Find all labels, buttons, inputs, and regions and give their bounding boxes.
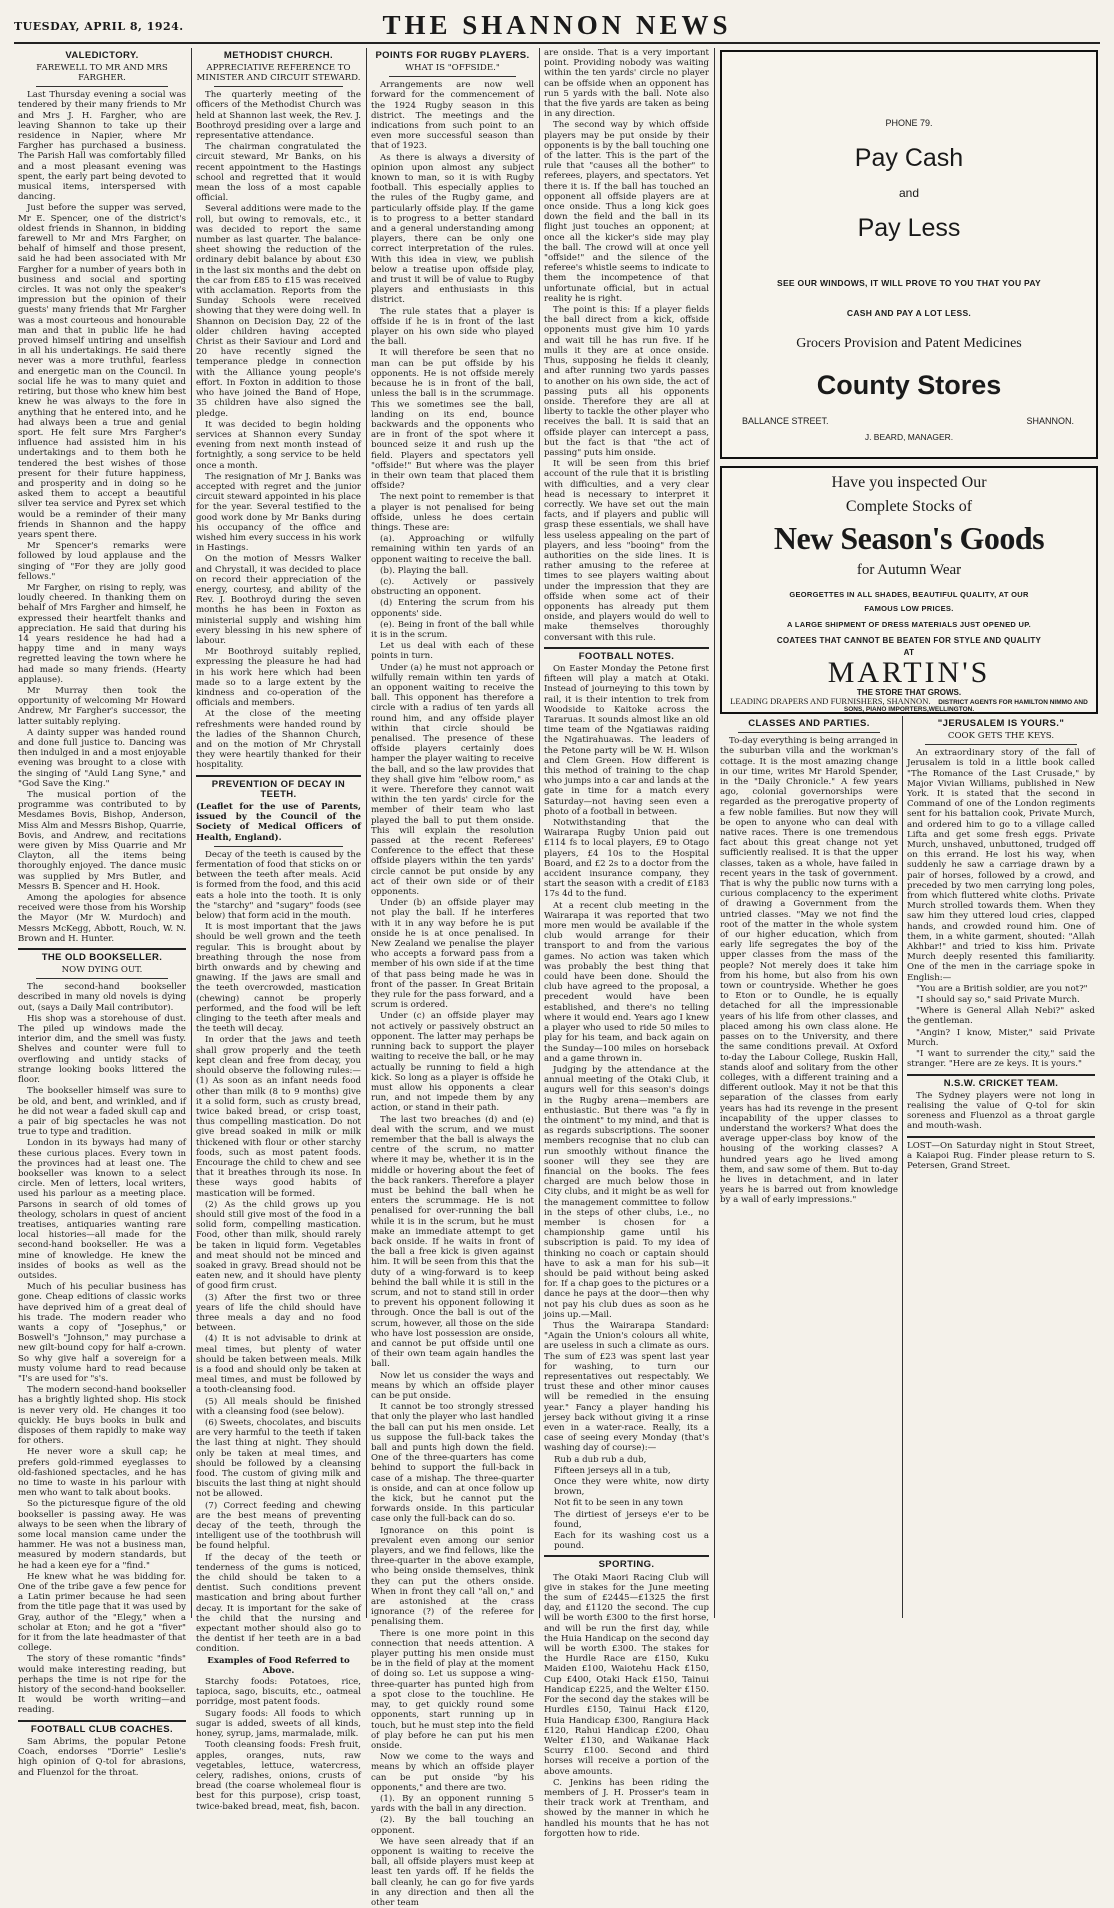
paragraph: Starchy foods: Potatoes, rice, tapioca, sago, biscuits, etc., oatmeal porridge, most patent foods. <box>196 1677 361 1708</box>
paragraph: Mr Fargher, on rising to reply, was loudly cheered. In thanking them on behalf of Mrs Fargher and himself, he expressed their heartfelt thanks and appreciation. He said that during his 14 years residence he had had a happy time and in many ways regretted leaving the town where he had made so many friends. (Hearty applause). <box>18 582 186 685</box>
phone-number: PHONE 79. <box>885 118 933 128</box>
paragraph: Judging by the attendance at the annual meeting of the Otaki Club, it augurs well for this season's doings in the Rugby arena—members are enthusiastic. But there was "a fly in the ointment" to my mind, and that is as regards subscriptions. The sooner members recognise that no club can run smoothly without finance the sooner will they see they are financial on the books. The fees charged are much below those in City clubs, and it might be as well for the management committee to follow in the steps of other clubs, i.e., no member is chosen for a championship game until his subscription is paid. To my idea of thinking no coach or captain should have to ask a man for his sub—it should be paid without being asked for. If a chap goes to the pictures or a dance he pays at the door—then why not pay his club dues as soon as he joins up.—Mail. <box>544 1064 709 1320</box>
lost-notice: LOST—On Saturday night in Stout Street, a Kaiapoi Rug. Finder please return to S. Petersen, Grand Street. <box>907 1140 1095 1171</box>
paragraph: (5) All meals should be finished with a cleansing food (see below). <box>196 1396 361 1417</box>
paragraph: The modern second-hand bookseller has a brightly lighted shop. His stock is never very old. He changes it too quickly. He buys books in bulk and disposes of them rapidly to make way for others. <box>18 1385 186 1447</box>
county-stores-name: County Stores <box>816 370 1002 400</box>
paragraph: The next point to remember is that a player is not penalised for being offside, unless he does certain things. These are: <box>371 492 534 533</box>
paragraph: Just before the supper was served, Mr E. Spencer, one of the district's oldest friends in Shannon, in bidding farewell to Mr and Mrs Fargher, on behalf of himself and those present, said he had been associated with Mr Fargher for a number of years both in business and social and sporting circles. It was not only the speaker's impression but the opinion of their guests' many friends that Mr Fargher was a most courteous and honourable man and that in public life he had proved himself untiring and unselfish in all his undertakings. He said there never was a more truthful, fearless and energetic man on the Council. In social life he was to many quiet and retiring, but those who knew him best knew he was always to the fore in anything that he entered into, and he had always been a true and genial sport. He felt sure Mrs Fargher's influence had assisted him in his undertakings and to them both he tendered the best wishes of those present for their future happiness, and prosperity and in doing so he asked them to accept a beautiful silver tea service and Pyrex set which would be a reminder of their many friends in Shannon and the happy years spent there. <box>18 203 186 540</box>
decay-article <box>196 780 361 1812</box>
paragraph: So the picturesque figure of the old bookseller is passing away. He was always to be seen when the library of some local mansion came under the hammer. He was not a business man, measured by modern standards, but he had a keen eye for a "find." <box>18 1499 186 1571</box>
column-4 <box>544 48 709 1839</box>
paragraph: (1). By an opponent running 5 yards with the ball in any direction. <box>371 1793 534 1815</box>
paragraph: are onside. That is a very important point. Providing nobody was waiting within the ten yards' circle no player can be offside when an opponent has run 5 yards with the ball. Note also that the five yards are taken as being in any direction. <box>544 48 709 120</box>
classes-article <box>720 719 898 1206</box>
paragraph: The last two breaches (d) and (e) deal with the scrum, and we must remember that the ball is always the centre of the scrum, no matter where it may be, whether it is in the middle or hovering about the feet of the back rankers. Therefore a player must be behind the ball when he enters the scrummage. He is not penalised for over-running the ball while it is in the scrum, but he must make an immediate attempt to get back onside. If he waits in front of the ball a free kick is given against him. It will be seen from this that the duty of a wing-forward is to keep behind the ball while it is still in the scrum, and not to stand still in order to prevent his opponent following it through. Once the ball is out of the scrum, however, all those on the side who have lost possession are onside, and cannot be put offside until one of their own team again handles the ball. <box>371 1114 534 1370</box>
paragraph: At a recent club meeting in the Wairarapa it was reported that two more men would be available if the club would arrange for their transport to and from the various games. No action was taken which was probably the best thing that could have been done. Should the club have agreed to the proposal, a precedent would have been established, and there's no telling where it would end. Years ago I knew a player who used to ride 50 miles to play for his team, and back again on the Sunday—100 miles on horseback and a game thrown in. <box>544 900 709 1064</box>
column-rule <box>539 48 540 1618</box>
paragraph: Under (b) an offside player may not play the ball. If he interferes with it in any way before he is put onside he is at once penalised. In New Zealand we penalise the player who accepts a forward pass from a member of his own side if at the time of that pass being made he was in front of the passer. In Great Britain they rule for the pass forward, and a scrum is ordered. <box>371 898 534 1011</box>
paragraph: Let us deal with each of these points in turn. <box>371 641 534 662</box>
paragraph: As there is always a diversity of opinion upon almost any subject known to man, so it is with Rugby football. This especially applies to the rules of the Rugby game, and particularly offside play. If the game is to progress to a better standard and a general understanding among players, there can be only one correct interpretation of the rules. With this idea in view, we publish below a treatise upon offside play, and trust it will be of value to Rugby players and enthusiasts in this district. <box>371 152 534 306</box>
paragraph: "Angin? I know, Mister," said Private Murch. <box>907 1027 1095 1048</box>
paragraph: Among the apologies for absence received were those from his Worship the Mayor (Mr W. Murdoch) and Messrs McKegg, Abbott, Rouch, W. N. Brown and H. Hunter. <box>18 893 186 944</box>
paragraph: Sugary foods: All foods to which sugar is added, sweets of all kinds, honey, syrup, jams, marmalade, milk. <box>196 1708 361 1740</box>
column-6 <box>907 716 1095 1616</box>
article-heading: THE OLD BOOKSELLER. <box>41 952 163 964</box>
paragraph: It is most important that the jaws should be well grown and the teeth regular. This is brought about by breathing through the nose from birth onwards and by chewing and gnawing. If the jaws are small and the teeth overcrowded, mastication (chewing) cannot be properly performed, and the food will be left clinging to the teeth after meals and the teeth will decay. <box>196 922 361 1035</box>
paragraph: It will therefore be seen that no man can be put offside by his opponents. He is not offside merely because he is in front of the ball, unless the ball is in the scrummage. This we sometimes see the ball, landing on its end, bounce backwards and the opponents who are in front of the spot where it bounced seize it and rush up the field. Players and spectators yell "offside!" But where was the player in their own team that placed them offside? <box>371 348 534 492</box>
windows-text: SEE OUR WINDOWS, IT WILL PROVE TO YOU THAT YOU PAY <box>776 278 1042 288</box>
paragraph: Under (a) he must not approach or wilfully remain within ten yards of an opponent waiting to receive the ball. This opponent has therefore a circle with a radius of ten yards all round him, and any offside player within that circle should be penalised. The presence of these offside players certainly does hamper the player waiting to receive the ball, and so the law provides that they shall give him "elbow room," as it were. Therefore they cannot wait within the ten yards' circle for the member of their team who last played the ball to put them onside. This will explain the resolution passed at the recent Referees' Conference to the effect that these offside players within the ten yards' circle cannot be put onside by any act of their own side or of their opponents. <box>371 662 534 898</box>
paragraph: Tooth cleansing foods: Fresh fruit, apples, oranges, nuts, raw vegetables, lettuce, watercress, celery, radishes, onions, crusts of bread (the coarse wholemeal flour is best for this purpose), crisp toast, twice-baked bread, meat, fish, bacon. <box>196 1740 361 1812</box>
paragraph: To-day everything is being arranged in the suburban villa and the workman's cottage. It is the most amazing change in our time, writes Mr Harold Spender, in the "Daily Chronicle." A few years ago, colonial governorships were regarded as the prerogative property of a few noble families. But now they will be open to anyone who can deal with native races. There is one tremendous fact about this great change not yet sufficiently realised. It is that the upper classes, taken as a whole, have failed in recent years in the task of government. That is why the public now turns with a curious complacency to the experiment of drawing a Government from the untried classes. "May we not find the root of the matter in the whole system of our higher education, which from early life segregates the boy of the upper classes from the mass of the people? Not merely does it take him from his home, but also from his own town or countryside. Whether he goes to Eton or to Oundle, he is equally detached for all the impressionable years of his life from other classes, and placed among his own class alone. He passes on to the University, and there the same conditions prevail. At Oxford to-day the Labour College, Ruskin Hall, stands aloof and solitary from the other colleges, with a different training and a different outlook. May it not be that this separation of the classes from early years has had its revenge in the present incapability of the upper classes to understand the workers? What does the average upper-class boy know of the housing of the working classes? A hundred years ago he lived among them, and saw some of them. But to-day he lives in detachment, and in later years he is barred out from knowledge by a wall of early impressions." <box>720 736 898 1206</box>
paragraph: The quarterly meeting of the officers of the Methodist Church was held at Shannon last week, the Rev. J. Boothroyd presiding over a large and representative attendance. <box>196 90 361 142</box>
paragraph: (2) As the child grows up you should still give most of the food in a solid form, compelling mastication. Food, other than milk, should rarely be taken in liquid form. Vegetables and meat should not be minced and soaked in gravy. Bread should not be eaten new, and it should have plenty of good firm crust. <box>196 1199 361 1292</box>
new-season-text: New Season's Goods <box>773 520 1045 556</box>
paragraph: Under (c) an offside player may not actively or passively obstruct an opponent. The latter may perhaps be running back to support the player waiting to receive the ball, or he may actually be running to field a high kick. So long as a player is offside he must allow his opponents a clear run, and not impede them by any action, or stand in their path. <box>371 1011 534 1114</box>
football-notes-article <box>544 652 709 1552</box>
column-rule <box>366 48 367 1618</box>
paragraph: The resignation of Mr J. Banks was accepted with regret and the junior circuit steward appointed in his place for the year. Several testified to the good work done by Mr Banks during his occupancy of the office and wished him every success in his work in Hastings. <box>196 471 361 554</box>
georgettes-text: GEORGETTES IN ALL SHADES, BEAUTIFUL QUALITY, AT OUR <box>789 590 1029 599</box>
pay-cash-text: Pay Cash <box>854 144 964 172</box>
examples-heading: Examples of Food Referred to Above. <box>207 1655 350 1676</box>
paragraph: Sam Abrims, the popular Petone Coach, endorses "Dorrie" Leslie's high opinion of Q-tol for abrasions, and Fluenzol for the throat. <box>18 1736 186 1778</box>
bookseller-article <box>18 953 186 1716</box>
paragraph: (4) It is not advisable to drink at meal times, but plenty of water should be taken between meals. Milk is a food and should only be taken at meal times, and must be followed by a tooth-cleansing food. <box>196 1334 361 1396</box>
article-heading: CLASSES AND PARTIES. <box>748 718 870 729</box>
masthead <box>14 8 1100 44</box>
paragraph: He never wore a skull cap; he prefers gold-rimmed eyeglasses to old-fashioned spectacles, and he has no time to waste in his parlour with men who want to talk about books. <box>18 1447 186 1499</box>
verse-line: Once they were white, now dirty brown, <box>554 1477 709 1498</box>
article-heading: FOOTBALL CLUB COACHES. <box>30 1723 174 1735</box>
column-rule <box>714 48 715 1618</box>
column-2 <box>196 48 361 1812</box>
cash-pay-less-text: CASH AND PAY A LOT LESS. <box>846 308 972 318</box>
tagline-text: THE STORE THAT GROWS. <box>856 688 962 697</box>
column-rule <box>902 716 903 1618</box>
article-heading: N.S.W. CRICKET TEAM. <box>943 1077 1059 1089</box>
coatees-text: COATEES THAT CANNOT BE BEATEN FOR STYLE AND QUALITY <box>776 636 1042 645</box>
column-1 <box>18 48 186 1778</box>
martins-name: MARTIN'S <box>827 656 991 689</box>
paragraph: (e). Being in front of the ball while it is in the scrum. <box>371 619 534 640</box>
article-intro: (Leaflet for the use of Parents, issued by the Council of the Society of Medical Officers of Health, England). <box>196 802 361 843</box>
shipment-text: A LARGE SHIPMENT OF DRESS MATERIALS JUST OPENED UP. <box>787 620 1031 629</box>
paragraph: Arrangements are now well forward for the commencement of the 1924 Rugby season in this district. The meetings and the indications from such point to an even more successful season than that of 1923. <box>371 80 534 152</box>
paragraph: (b). Playing the ball. <box>380 565 469 576</box>
article-subheading: FAREWELL TO MR AND MRS FARGHER. <box>36 63 168 84</box>
valedictory-article <box>18 51 186 944</box>
article-subheading: NOW DYING OUT. <box>61 965 143 976</box>
inspect-text: Have you inspected Our <box>831 474 987 491</box>
paragraph: (2). By the ball touching an opponent. <box>371 1815 534 1836</box>
at-text: AT <box>903 648 915 657</box>
paragraph: The bookseller himself was sure to be old, and bent, and wrinkled, and if he did not wear a faded skull cap and a pair of big spectacles he was not true to type and tradition. <box>18 1086 186 1138</box>
rugby-continued <box>544 48 709 643</box>
paragraph: An extraordinary story of the fall of Jerusalem is told in a little book called "The Romance of the Last Crusade," by Major Vivian Williams, published in New York. It is stated that the second in Command of one of the London regiments sent for his battalion cook, Private Murch, and ordered him to go to a village called Lifta and get some fresh eggs. Private Murch, unshaved, unbuttoned, trudged off on this errand. He lost his way, when suddenly he saw a carriage drawn by a pair of horses, followed by a crowd, and preceded by two men carrying long poles, from which fluttered white cloths. Private Murch strolled towards them. When they saw him they uttered loud cries, clapped hands, and crowded round him. One of them, in a white garment, shouted: "Allah Akhbar!" and tried to kiss him. Private Murch deeply resented this familiarity. One of the men in the carriage spoke in English:— <box>907 748 1095 983</box>
paragraph: The Sydney players were not long in realising the value of Q-tol for skin soreness and Fluenzol as a throat gargle and mouth-wash. <box>907 1090 1095 1132</box>
paragraph: It cannot be too strongly stressed that only the player who last handled the ball can put his men onside. Let us suppose the full-back takes the ball and punts high down the field. One of the three-quarters has come behind to support the full-back in case of a mishap. The three-quarter is onside, and can at once follow up the kick, but he cannot put the forwards onside. In this particular case only the full-back can do so. <box>371 1402 534 1525</box>
paragraph: Last Thursday evening a social was tendered by their many friends to Mr and Mrs J. H. Fargher, who are leaving Shannon to take up their residence in Napier, where Mr Fargher has purchased a business. The Parish Hall was comfortably filled and a most pleasant evening was spent, the early part being devoted to musical items, interspersed with dancing. <box>18 90 186 203</box>
paragraph: (c). Actively or passively obstructing an opponent. <box>371 576 534 598</box>
paragraph: (3) After the first two or three years of life the child should have three meals a day and no food between. <box>196 1292 361 1334</box>
article-subheading: APPRECIATIVE REFERENCE TO MINISTER AND CIRCUIT STEWARD. <box>196 63 361 84</box>
paragraph: "I should say so," said Private Murch. <box>916 995 1080 1006</box>
verse-line: Each for its washing cost us a pound. <box>554 1531 709 1552</box>
verse-line: Not fit to be seen in any town <box>554 1498 684 1509</box>
paragraph: "I want to surrender the city," said the stranger. "Here are ze keys. It is yours." <box>907 1049 1095 1070</box>
paragraph: We have seen already that if an opponent is waiting to receive the ball, all offside players must keep at least ten yards off. If he fields the ball cleanly, he can go for five yards in any direction and then all the other team <box>371 1836 534 1908</box>
paragraph: (d) Entering the scrum from his opponents' side. <box>371 598 534 619</box>
paragraph: On the motion of Messrs Walker and Chrystall, it was decided to place on record their appreciation of the energy, courtesy, and ability of the Rev. J. Boothroyd during the seven months he has been in Foxton as ministerial supply and wishing him every blessing in his new sphere of labour. <box>196 554 361 646</box>
paragraph: "You are a British soldier, are you not?" <box>916 983 1088 994</box>
paragraph: Now let us consider the ways and means by which an offside player can be put onside. <box>371 1370 534 1401</box>
verse-line: The dirtiest of jerseys e'er to be found, <box>554 1509 709 1530</box>
agents-text-1: DISTRICT AGENTS FOR HAMILTON NIMMO AND SONS, PIANO <box>843 699 1088 713</box>
paragraph: The second-hand bookseller described in many old novels is dying out, (says a Daily Mail contributor). <box>18 982 186 1013</box>
paragraph: At the close of the meeting refreshments were handed round by the ladies of the Shannon Church, and on the motion of Mr Chrystall they were heartily thanked for their hospitality. <box>196 709 361 771</box>
low-prices-text: FAMOUS LOW PRICES. <box>864 604 954 613</box>
paragraph: There is one more point in this connection that needs attention. A player putting his men onside must be in the field of play at the moment of doing so. Let us suppose a wing-three-quarter has punted high from a spot close to the touchline. He may, to get quickly round some opponents, start running up in touch, but he must step into the field of play before he can put his men onside. <box>371 1628 534 1751</box>
article-heading: "JERUSALEM IS YOURS." <box>937 718 1065 729</box>
article-subheading: COOK GETS THE KEYS. <box>947 731 1055 742</box>
article-heading: SPORTING. <box>598 1559 655 1571</box>
column-rule <box>191 48 192 1618</box>
paragraph: The rule states that a player is offside if he is in front of the last player on his own side who played the ball. <box>371 306 534 348</box>
leading-drapers-text: LEADING DRAPERS AND FURNISHERS, SHANNON. <box>730 696 931 706</box>
stocks-text: Complete Stocks of <box>845 498 973 515</box>
article-heading: PREVENTION OF DECAY IN TEETH. <box>211 778 346 800</box>
paragraph: (7) Correct feeding and chewing are the best means of preventing decay of the teeth, through the intelligent use of the toothbrush will be found helpful. <box>196 1500 361 1552</box>
article-heading: FOOTBALL NOTES. <box>578 650 675 662</box>
paragraph: (a). Approaching or wilfully remaining within ten yards of an opponent waiting to receive the ball. <box>371 534 534 565</box>
paragraph: The second way by which offside players may be put onside by their opponents is by the ball touching one of the latter. This is the part of the rule that "causes all the bother" to referees, players, and spectators. Yet there it is. If the ball has touched an opponent all offside players are at once onside. Thus a long kick goes down the field and the ball in its flight just touches an opponent; at once all the kicker's side may play the ball. The crowd will at once yell "offside!" and the silence of the referee's whistle seems to indicate to them the incompetence of that unfortunate official, but in actual reality he is right. <box>544 120 709 304</box>
jerusalem-article <box>907 719 1095 1070</box>
cricket-article <box>907 1079 1095 1132</box>
coaches-article <box>18 1725 186 1778</box>
paragraph: A dainty supper was handed round and done full justice to. Dancing was then indulged in and a most enjoyable evening was brought to a close with the singing of "Auld Lang Syne," and "God Save the King." <box>18 727 186 789</box>
paragraph: Mr Murray then took the opportunity of welcoming Mr Howard Andrew, Mr Fargher's successor, the latter suitably replying. <box>18 685 186 727</box>
article-heading: VALEDICTORY. <box>65 50 139 61</box>
article-subheading: WHAT IS "OFFSIDE." <box>405 63 500 74</box>
paragraph: The chairman congratulated the circuit steward, Mr Banks, on his recent appointment to the Hastings school and regretted that it would mean the loss of a most capable official. <box>196 142 361 204</box>
paragraph: If the decay of the teeth or tenderness of the gums is noticed, the child should be taken to a dentist. Such conditions prevent mastication and bring about further decay. It is important for the sake of the child that the nursing and expectant mother should also go to the dentist if her teeth are in a bad condition. <box>196 1552 361 1655</box>
column-5 <box>720 716 898 1616</box>
methodist-article <box>196 51 361 771</box>
town-text: SHANNON. <box>1026 416 1074 426</box>
verse-line: Fifteen jerseys all in a tub, <box>554 1465 671 1476</box>
paragraph: Mr Boothroyd suitably replied, expressing the pleasure he had had in his work here which had been made so to a large extent by the kindness and co-operation of the officials and members. <box>196 647 361 709</box>
paragraph: London in its byways had many of these curious places. Every town in the provinces had at least one. The bookseller was known to a select circle. Men of letters, local writers, used his parlour as a meeting place. Parsons in search of old tomes of theology, scholars in quest of ancient treatises, antiquaries wanting rare local histories—all made for the second-hand bookseller. He was a mine of knowledge. He knew the insides of books as well as the outsides. <box>18 1138 186 1281</box>
paragraph: Notwithstanding that the Wairarapa Rugby Union paid out £114 fs to local players, £9 to Otago players, £4 10s to the Hospital Board, and £2 2s to a doctor from the accident insurance company, they start the season with a credit of £183 17s 4d to the fund. <box>544 818 709 900</box>
paragraph: Now we come to the ways and means by which an offside player can be put onside "by his opponents," and there are two. <box>371 1752 534 1793</box>
paragraph: The point is this: If a player fields the ball direct from a kick, offside opponents must give him 10 yards and wait till he has run five. If he mulls it they are at once onside. Thus, supposing he fields it cleanly, and after running two yards passes to another on his own side, the act of passing puts all his opponents onside. Therefore they are all at liberty to tackle the other player who receives the ball. It is said that an offside player can intercept a pass, but the fact is that "the act of passing" puts him onside. <box>544 305 709 458</box>
paragraph: On Easter Monday the Petone first fifteen will play a match at Otaki. Instead of journeying to this town by rail, it is their intention to trek from Woodside to Kaitoke across the Tararuas. It sounds almost like an old time team of the Ngatiawas raiding the Ngatirahuawas. The leaders of the Petone party will be W. H. Wilson and Clem Green. How different is this method of training to the chap who jumps into a car and lands at the gate in time for a match every Saturday—not having seen even a photo of a football in between. <box>544 663 709 817</box>
paragraph: The story of these romantic "finds" would make interesting reading, but perhaps the time is not ripe for the history of the second-hand bookseller. It would be worth writing—and reading. <box>18 1654 186 1716</box>
paragraph: Ignorance on this point is prevalent even among our senior players, and we find fellows, like the three-quarter in the above example, who being onside themselves, think they can put the others onside. When in front they call "all on," and are astonished at the crass ignorance (?) of the referee for penalising them. <box>371 1525 534 1628</box>
paragraph: It was decided to begin holding services at Shannon every Sunday evening from next month instead of fortnightly, a song service to be held once a month. <box>196 419 361 471</box>
paragraph: Much of his peculiar business has gone. Cheap editions of classic works have deprived him of a great deal of his trade. The modern reader who wants a copy of "Josephus," or Boswell's "Johnson," may purchase a new gilt-bound copy for half a-crown. So why give half a sovereign for a musty volume hard to read because "I's are used for "s's. <box>18 1282 186 1384</box>
paragraph: Thus the Wairarapa Standard: "Again the Union's colours all white, are useless in such a climate as ours. The sum of £23 was spent last year for washing, to turn our representatives out respectably. We trust these and other minor causes will be remedied in the ensuing year." Fancy a player handing his jersey back without giving it a rinse even in a water-race. Really, its a case of seeing every Monday (that's washing day of course):— <box>544 1320 709 1454</box>
paragraph: In order that the jaws and teeth shall grow properly and the teeth kept clean and free from decay, you should observe the following rules:—(1) As soon as an infant needs food other than milk (8 to 9 months) give it a solid form, such as crusty bread, twice baked bread, or crisp toast, thus compelling mastication. Do not give bread soaked in milk or milk thickened with flour or other starchy foods, such as most patent foods. Encourage the child to chew and see that it breathes through its nose. In these ways good habits of mastication will be formed. <box>196 1035 361 1199</box>
paragraph: Decay of the teeth is caused by the fermentation of food that sticks on or between the teeth after meals. Acid is formed from the food, and this acid eats a hole into the tooth. It is only the "starchy" and "sugary" foods (see below) that form acid in the mouth. <box>196 849 361 922</box>
paragraph: His shop was a storehouse of dust. The piled up windows made the interior dim, and the smell was fusty. Shelves and counter were full to overflowing and untidy stacks of strange looking books littered the floor. <box>18 1013 186 1086</box>
paragraph: (6) Sweets, chocolates, and biscuits are very harmful to the teeth if taken the last thing at night. They should only be taken at meal times, and should be followed by a cleansing food. The custom of giving milk and biscuits the last thing at night should not be allowed. <box>196 1418 361 1500</box>
pay-less-text: Pay Less <box>857 214 961 242</box>
rugby-article <box>371 51 534 1908</box>
manager-text: J. BEARD, MANAGER. <box>864 432 954 442</box>
verse-line: Rub a dub rub a dub, <box>554 1454 647 1465</box>
and-text: and <box>898 186 920 200</box>
autumn-text: for Autumn Wear <box>856 562 962 578</box>
grocers-text: Grocers Provision and Patent Medicines <box>796 336 1022 351</box>
paragraph: It will be seen from this brief account of the rule that it is bristling with difficulties, and a very clear head is necessary to interpret it correctly. We have set out the main facts, and if players and public will grasp these essentials, we shall have less useless appealing on the part of players, and less "booing" from the authorities on the side lines. It is rather amusing to the referee at times to see players waiting about under the impression that they are offside when some act of their opponents has already put them onside, and players would do well to make themselves thoroughly conversant with this rule. <box>544 459 709 643</box>
street-text: BALLANCE STREET. <box>742 416 829 426</box>
paragraph: The Otaki Maori Racing Club will give in stakes for the June meeting the sum of £2445—£1325 the first day, and £1120 the second. The cup will be worth £300 to the first horse, and will be run the first day, while the Huia Handicap on the second day will be worth £300. The stakes for the Hurdle Race are £150, Kuku Maiden £100, Waiotehu Hack £150, Cup £400, Otaki Hack £150, Tainui Handicap £225, and the Welter £150. For the second day the stakes will be Hurdles £150, Tainui Hack £120, Huia Handicap £300, Rangiura Hack £120, Rahui Handicap £200, Ohau Welter £130, and Waikanae Hack Scurry £100. Second and third horses will receive a portion of the above amounts. <box>544 1572 709 1777</box>
paragraph: He knew what he was bidding for. One of the tribe gave a few pence for a Latin primer because he had seen from the title page that it was used by Gray, author of the "Elegy," when a scholar at Eton; and he got a "fiver" for it from the late headmaster of that college. <box>18 1571 186 1654</box>
column-3 <box>371 48 534 1908</box>
paragraph: Several additions were made to the roll, but owing to removals, etc., it was decided to report the same number as last quarter. The balance-sheet showing the reduction of the ordinary debit balance by about £30 in the last six months and the debt on the car from £85 to £15 was received with acclamation. Reports from the Sunday Schools were received showing that they were doing well. In Shannon on Decision Day, 22 of the older children having accepted Christ as their Saviour and Lord and 20 have recently signed the temperance pledge in connection with the Alliance young people's effort. In Foxton in addition to those who have joined the Band of Hope, 35 children have also signed the pledge. <box>196 204 361 419</box>
issue-date: TUESDAY, APRIL 8, 1924. <box>14 20 184 33</box>
article-heading: POINTS FOR RUGBY PLAYERS. <box>375 50 530 61</box>
paragraph: "Where is General Allah Nebi?" asked the gentleman. <box>907 1006 1095 1027</box>
paragraph: The musical portion of the programme was contributed to by Mesdames Bovis, Bishop, Anderson, Miss Alm and Messrs Bishop, Quarrie, Bovis, and Andrew, and recitations were given by Miss Quarrie and Mr Clayton, all the items being thoroughly enjoyed. The dance music was supplied by Mrs Butler, and Messrs B. Spencer and H. Hook. <box>18 790 186 892</box>
county-stores-advert <box>720 50 1098 459</box>
agents-text-2: IMPORTERS,WELLINGTON. <box>888 706 975 713</box>
article-heading: METHODIST CHURCH. <box>223 50 334 61</box>
sporting-article <box>544 1560 709 1838</box>
martins-advert-overlay <box>720 470 1094 706</box>
paragraph: Mr Spencer's remarks were followed by loud applause and the singing of "For they are jolly good fellows." <box>18 541 186 582</box>
paragraph: C. Jenkins has been riding the members of J. H. Prosser's team in their track work at Trentham, and showed by the manner in which he handled his mounts that he has not forgotten how to ride. <box>544 1777 709 1839</box>
newspaper-title: THE SHANNON NEWS <box>382 10 732 40</box>
